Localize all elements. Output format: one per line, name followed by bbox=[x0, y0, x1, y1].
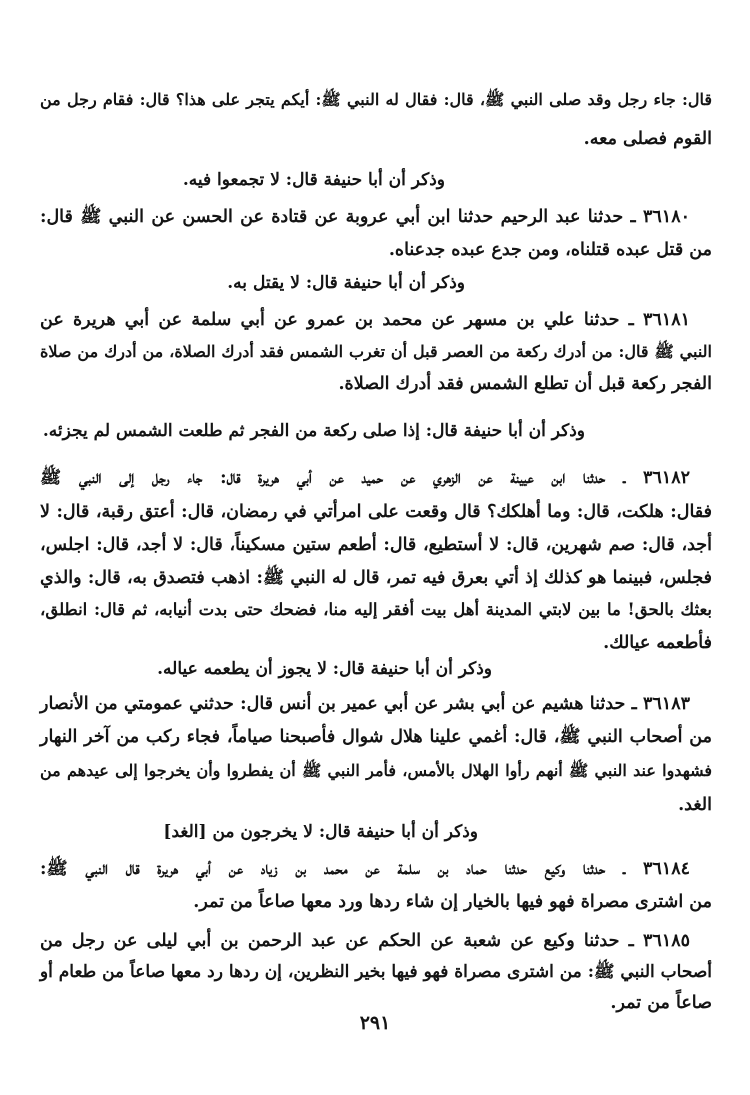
text-line: صاعاً من تمر. bbox=[610, 993, 712, 1013]
text-line: فجلس، فبينما هو كذلك إذ أتي بعرق فيه تمر، قال له النبي ﷺ: اذهب فتصدق به، قال: والذي bbox=[40, 568, 712, 588]
text-line: من أصحاب النبي ﷺ، قال: أغمي علينا هلال شوال فأصبحنا صياماً، فجاء ركب من آخر النهار bbox=[40, 727, 712, 747]
section-heading: وذكر أن أبا حنيفة قال: لا تجمعوا فيه. bbox=[182, 170, 445, 190]
text-line: قال: جاء رجل وقد صلى النبي ﷺ، قال: فقال له النبي ﷺ: أيكم يتجر على هذا؟ قال: فقام رجل من bbox=[40, 90, 712, 109]
text-line: أصحاب النبي ﷺ: من اشترى مصراة فهو فيها بخير النظرين، إن ردها رد معها صاعاً من طعام أو bbox=[39, 962, 712, 982]
hadith-line: ٣٦١٨٢ ـ حدثنا ابن عيينة عن الزهري عن حميد عن أبي هريرة قال: جاء رجل إلى النبي ﷺ bbox=[40, 468, 690, 488]
section-heading: وذكر أن أبا حنيفة قال: لا يجوز أن يطعمه عياله. bbox=[157, 659, 492, 679]
section-heading: وذكر أن أبا حنيفة قال: لا يخرجون من [الغد] bbox=[163, 822, 478, 842]
text-line: فأطعمه عيالك. bbox=[603, 633, 712, 653]
text-line: الفجر ركعة قبل أن تطلع الشمس فقد أدرك الصلاة. bbox=[338, 374, 712, 394]
text-line: فشهدوا عند النبي ﷺ أنهم رأوا الهلال بالأمس، فأمر النبي ﷺ أن يفطروا وأن يخرجوا إلى عيدهم من bbox=[40, 761, 712, 780]
hadith-line: ٣٦١٨١ ـ حدثنا علي بن مسهر عن محمد بن عمرو عن أبي سلمة عن أبي هريرة عن bbox=[40, 310, 690, 330]
text-line: فقال: هلكت، قال: وما أهلكك؟ قال وقعت على امرأتي في رمضان، قال: أعتق رقبة، قال: لا bbox=[40, 502, 712, 522]
text-line: القوم فصلى معه. bbox=[583, 129, 712, 149]
text-line: النبي ﷺ قال: من أدرك ركعة من العصر قبل أن تغرب الشمس فقد أدرك الصلاة، من أدرك من صلاة bbox=[40, 342, 712, 361]
text-line: من اشترى مصراة فهو فيها بالخيار إن شاء ردها ورد معها صاعاً من تمر. bbox=[193, 892, 712, 912]
text-line: أجد، قال: صم شهرين، قال: لا أستطيع، قال: أطعم ستين مسكيناً، قال: لا أجد، قال: اجلس، bbox=[40, 535, 712, 555]
page-number: ٢٩١ bbox=[359, 1012, 391, 1034]
hadith-line: ٣٦١٨٥ ـ حدثنا وكيع عن شعبة عن الحكم عن عبد الرحمن بن أبي ليلى عن رجل من bbox=[40, 931, 690, 951]
hadith-line: ٣٦١٨٠ ـ حدثنا عبد الرحيم حدثنا ابن أبي عروبة عن قتادة عن الحسن عن النبي ﷺ قال: bbox=[40, 207, 690, 227]
text-line: من قتل عبده قتلناه، ومن جدع عبده جدعناه. bbox=[388, 240, 712, 260]
text-line: الغد. bbox=[678, 795, 712, 815]
hadith-line: ٣٦١٨٣ ـ حدثنا هشيم عن أبي بشر عن أبي عمير بن أنس قال: حدثني عمومتي من الأنصار bbox=[40, 694, 690, 714]
hadith-line: ٣٦١٨٤ ـ حدثنا وكيع حدثنا حماد بن سلمة عن محمد بن زياد عن أبي هريرة قال النبي ﷺ: bbox=[40, 859, 690, 879]
section-heading: وذكر أن أبا حنيفة قال: إذا صلى ركعة من الفجر ثم طلعت الشمس لم يجزئه. bbox=[42, 421, 585, 441]
text-line: بعثك بالحق! ما بين لابتي المدينة أهل بيت أفقر إليه منا، فضحك حتى بدت أنيابه، ثم قال: انطلق، bbox=[40, 600, 712, 619]
section-heading: وذكر أن أبا حنيفة قال: لا يقتل به. bbox=[227, 273, 465, 293]
